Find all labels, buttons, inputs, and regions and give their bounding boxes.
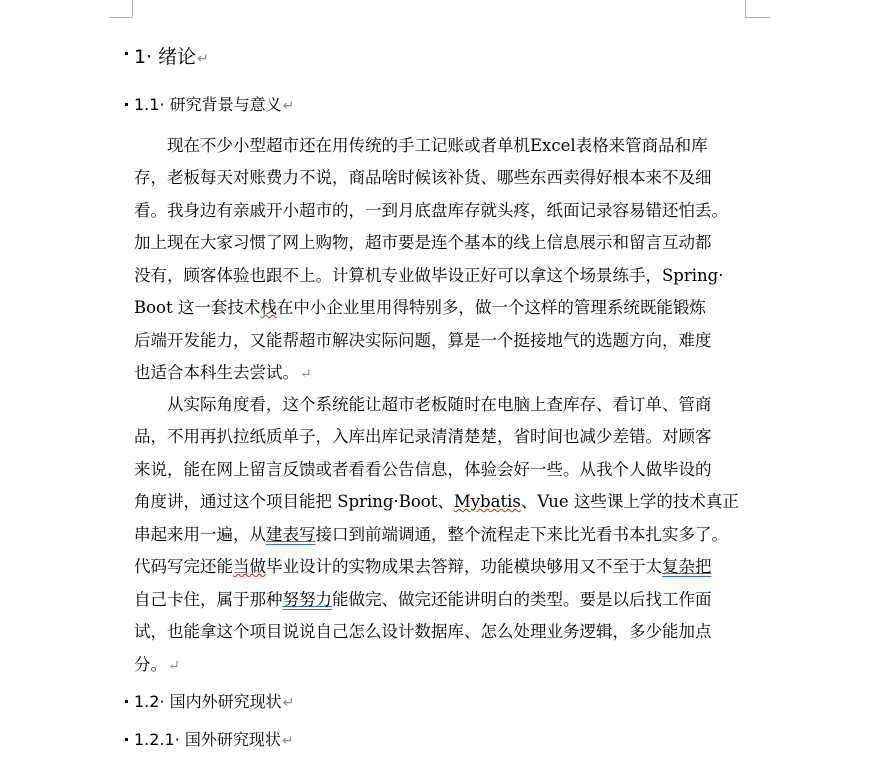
heading-1-1[interactable] [134, 92, 294, 115]
page-corner-mark-right [745, 0, 770, 18]
text-run: 代码写完还能 [134, 557, 233, 576]
spelling-error[interactable]: Mybatis [453, 492, 521, 511]
heading-1-1-text: 1.1· 研究背景与意义 [134, 95, 282, 114]
text-line[interactable]: 加上现在大家习惯了网上购物，超市要是连个基本的线上信息展示和留言互动都 [134, 233, 712, 252]
grammar-mark[interactable]: 建表写 [266, 525, 316, 544]
text-line[interactable]: 品，不用再扒拉纸质单子，入库出库记录清清楚楚，省时间也减少差错。对顾客 [134, 427, 712, 446]
heading-1-2[interactable] [134, 689, 294, 712]
heading-1-2-text: 1.2· 国内外研究现状 [134, 692, 282, 711]
paragraph-mark: ↵ [281, 733, 294, 749]
heading-bullet [125, 738, 128, 741]
text-line[interactable]: 看。我身边有亲戚开小超市的，一到月底盘库存就头疼，纸面记录容易错还怕丢。 [134, 201, 728, 220]
text-run: 接口到前端调通，整个流程走下来比光看书本扎实多了。 [315, 525, 728, 544]
text-line[interactable]: 后端开发能力，又能帮超市解决实际问题，算是一个挺接地气的选题方向，难度 [134, 331, 712, 350]
heading-1-text: 1· 绪论 [134, 46, 197, 68]
grammar-mark[interactable]: 努努力 [282, 590, 332, 609]
paragraph-mark: ↵ [168, 658, 180, 674]
text-line[interactable] [134, 556, 712, 578]
text-run: Boot 这一套技术 [134, 298, 261, 317]
text-line[interactable]: 来说，能在网上留言反馈或者看看公告信息，体验会好一些。从我个人做毕设的 [134, 460, 712, 479]
text-line[interactable]: 从实际角度看，这个系统能让超市老板随时在电脑上查库存、看订单、管商 [134, 395, 712, 414]
text-line[interactable] [134, 491, 739, 513]
heading-1-2-1[interactable] [134, 727, 294, 750]
text-line[interactable]: 没有，顾客体验也跟不上。计算机专业做毕设正好可以拿这个场景练手，Spring· [134, 266, 724, 285]
text-run: 角度讲，通过这个项目能把 Spring·Boot、 [134, 492, 454, 511]
text-run: 在中小企业里用得特别多，做一个这样的管理系统既能锻炼 [276, 298, 706, 317]
heading-bullet [125, 700, 128, 703]
heading-bullet [125, 52, 128, 55]
paragraph-mark: ↵ [197, 51, 209, 67]
text-line[interactable] [134, 654, 180, 677]
text-line[interactable]: 试，也能拿这个项目说说自己怎么设计数据库、怎么处理业务逻辑，多少能加点 [134, 622, 712, 641]
text-line[interactable]: 存，老板每天对账费力不说，商品啥时候该补货、哪些东西卖得好根本来不及细 [134, 168, 712, 187]
heading-1-2-1-text: 1.2.1· 国外研究现状 [134, 730, 281, 749]
grammar-mark[interactable]: 复杂把 [662, 557, 712, 576]
page-corner-mark-left [109, 0, 133, 18]
text-line[interactable]: 现在不少小型超市还在用传统的手工记账或者单机Excel表格来管商品和库 [134, 136, 708, 155]
text-line[interactable] [134, 362, 312, 385]
spelling-error[interactable]: 栈 [260, 298, 277, 317]
text-line[interactable] [134, 589, 712, 611]
text-run: 串起来用一遍，从 [134, 525, 266, 544]
paragraph-mark: ↵ [282, 695, 295, 711]
text-run: 、Vue 这些课上学的技术真正 [520, 492, 739, 511]
text-run: 能做完、做完还能讲明白的类型。要是以后找工作面 [332, 590, 712, 609]
text-run: 分。 [134, 655, 167, 674]
paragraph-mark: ↵ [300, 366, 312, 382]
paragraph-mark: ↵ [282, 98, 295, 114]
spelling-error[interactable]: 当做 [233, 557, 266, 576]
text-run: 自己卡住，属于那种 [134, 590, 283, 609]
text-line[interactable] [134, 524, 728, 546]
heading-1[interactable] [134, 42, 209, 69]
text-run: 毕业设计的实物成果去答辩，功能模块够用又不至于太 [266, 557, 662, 576]
heading-bullet [125, 103, 128, 106]
text-line[interactable] [134, 297, 706, 319]
text-run: 也适合本科生去尝试。 [134, 363, 299, 382]
